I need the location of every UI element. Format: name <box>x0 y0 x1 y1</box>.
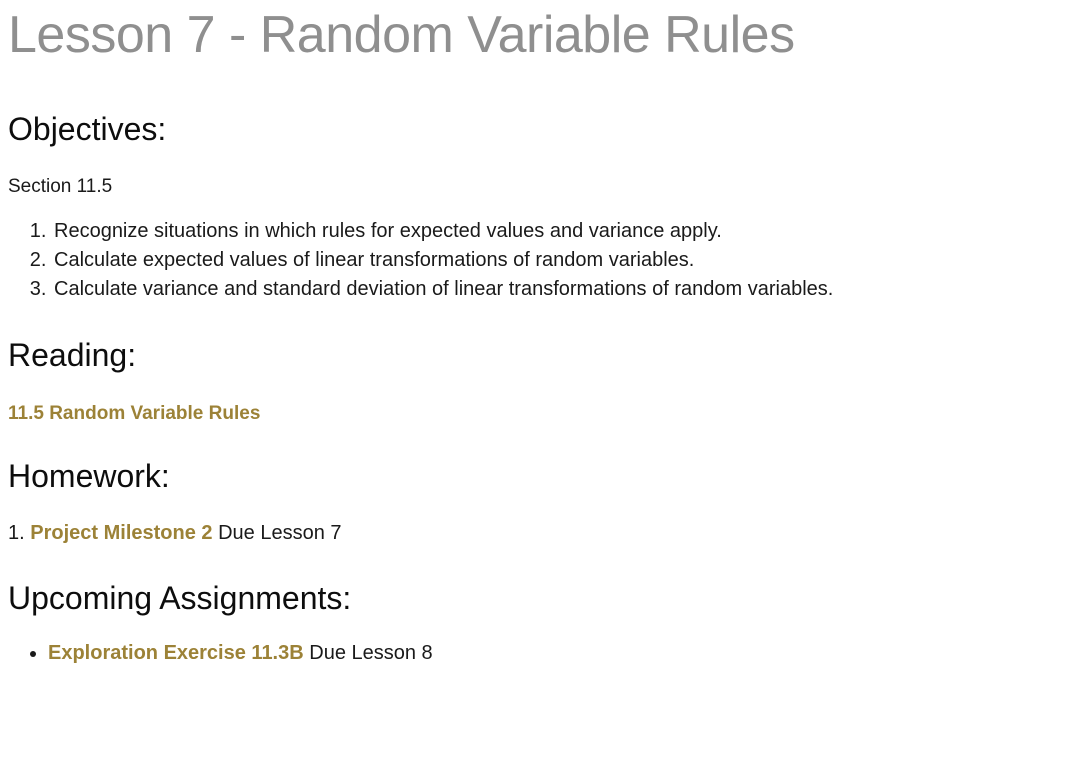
homework-item-number: 1. <box>8 522 25 545</box>
homework-heading: Homework: <box>8 457 170 494</box>
list-item <box>8 519 1058 547</box>
homework-list <box>8 519 1058 547</box>
list-item: 3. Calculate variance and standard deviation of linear transformations of random variables. <box>52 275 1058 304</box>
page-title: Lesson 7 - Random Variable Rules <box>8 6 795 64</box>
homework-item-suffix: Due Lesson 7 <box>218 522 342 545</box>
upcoming-assignments-heading: Upcoming Assignments: <box>8 580 352 617</box>
reading-link[interactable]: 11.5 Random Variable Rules <box>8 402 261 424</box>
objectives-list <box>8 217 1058 304</box>
upcoming-assignment-suffix: Due Lesson 8 <box>309 642 433 665</box>
upcoming-assignment-link[interactable]: Exploration Exercise 11.3B <box>48 642 304 665</box>
objectives-section-label: Section 11.5 <box>8 175 113 197</box>
list-item: 2. Calculate expected values of linear transformations of random variables. <box>52 246 1058 275</box>
list-item <box>48 639 1058 667</box>
reading-heading: Reading: <box>8 337 137 374</box>
list-item: 1. Recognize situations in which rules for expected values and variance apply. <box>52 217 1058 246</box>
lesson-page <box>0 6 1066 667</box>
objectives-heading: Objectives: <box>8 111 167 148</box>
homework-link[interactable]: Project Milestone 2 <box>30 522 213 545</box>
upcoming-assignments-list <box>8 639 1058 667</box>
